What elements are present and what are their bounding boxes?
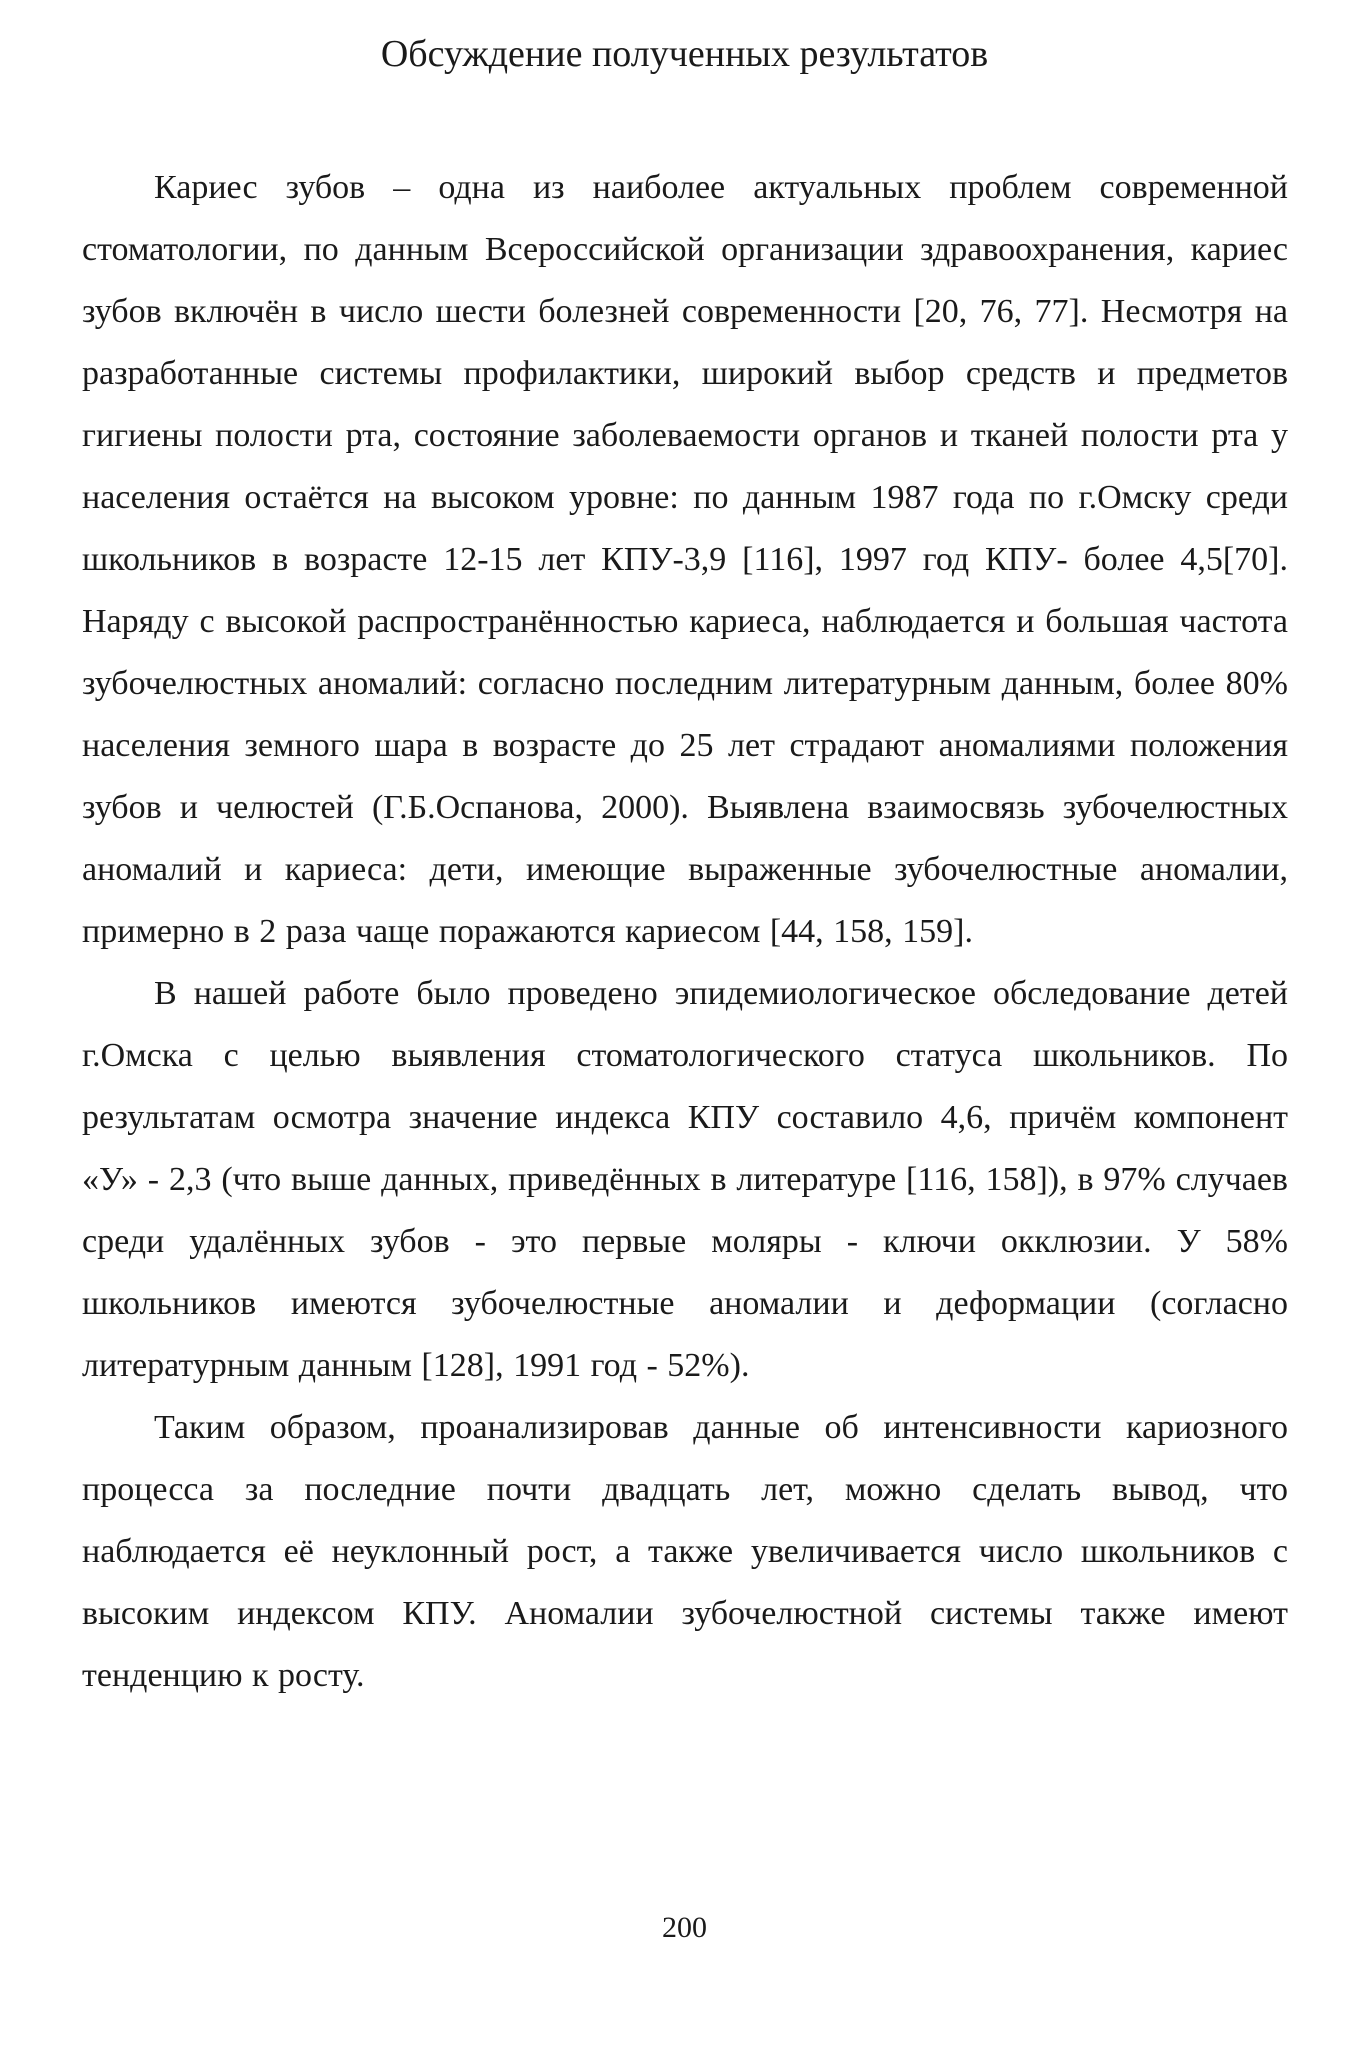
page-title: Обсуждение полученных результатов	[380, 33, 989, 75]
paragraph-3: Таким образом, проанализировав данные об интенсивности кариозного процесса за последние почти двадцать лет, можно сделать вывод, что наблюдается её неуклонный рост, а также увеличивается число школьников с высоким индексом КПУ. Аномалии зубочелюстной системы также имеют тенденцию к росту.	[82, 1409, 1288, 1694]
paragraph-1: Кариес зубов – одна из наиболее актуальных проблем современной стоматологии, по данным Всероссийской организации здравоохранения, кариес зубов включён в число шести болезней современности [20, 76, 77]. Несмотря на разработанные системы профилактики, широкий выбор средств и предметов гигиены полости рта, состояние заболеваемости органов и тканей полости рта у населения остаётся на высоком уровне: по данным 1987 года по г.Омску среди школьников в возрасте 12-15 лет КПУ-3,9 [116], 1997 год КПУ- более 4,5[70]. Наряду с высокой распространённостью кариеса, наблюдается и большая частота зубочелюстных аномалий: согласно последним литературным данным, более 80% населения земного шара в возрасте до 25 лет страдают аномалиями положения зубов и челюстей (Г.Б.Оспанова, 2000). Выявлена взаимосвязь зубочелюстных аномалий и кариеса: дети, имеющие выраженные зубочелюстные аномалии, примерно в 2 раза чаще поражаются кариесом [44, 158, 159].	[82, 169, 1288, 950]
page-number: 200	[662, 1911, 707, 1944]
body-text	[82, 157, 1288, 1707]
paragraph-2: В нашей работе было проведено эпидемиологическое обследование детей г.Омска с целью выявления стоматологического статуса школьников. По результатам осмотра значение индекса КПУ составило 4,6, причём компонент «У» - 2,3 (что выше данных, приведённых в литературе [116, 158]), в 97% случаев среди удалённых зубов - это первые моляры - ключи окклюзии. У 58% школьников имеются зубочелюстные аномалии и деформации (согласно литературным данным [128], 1991 год - 52%).	[82, 975, 1288, 1384]
